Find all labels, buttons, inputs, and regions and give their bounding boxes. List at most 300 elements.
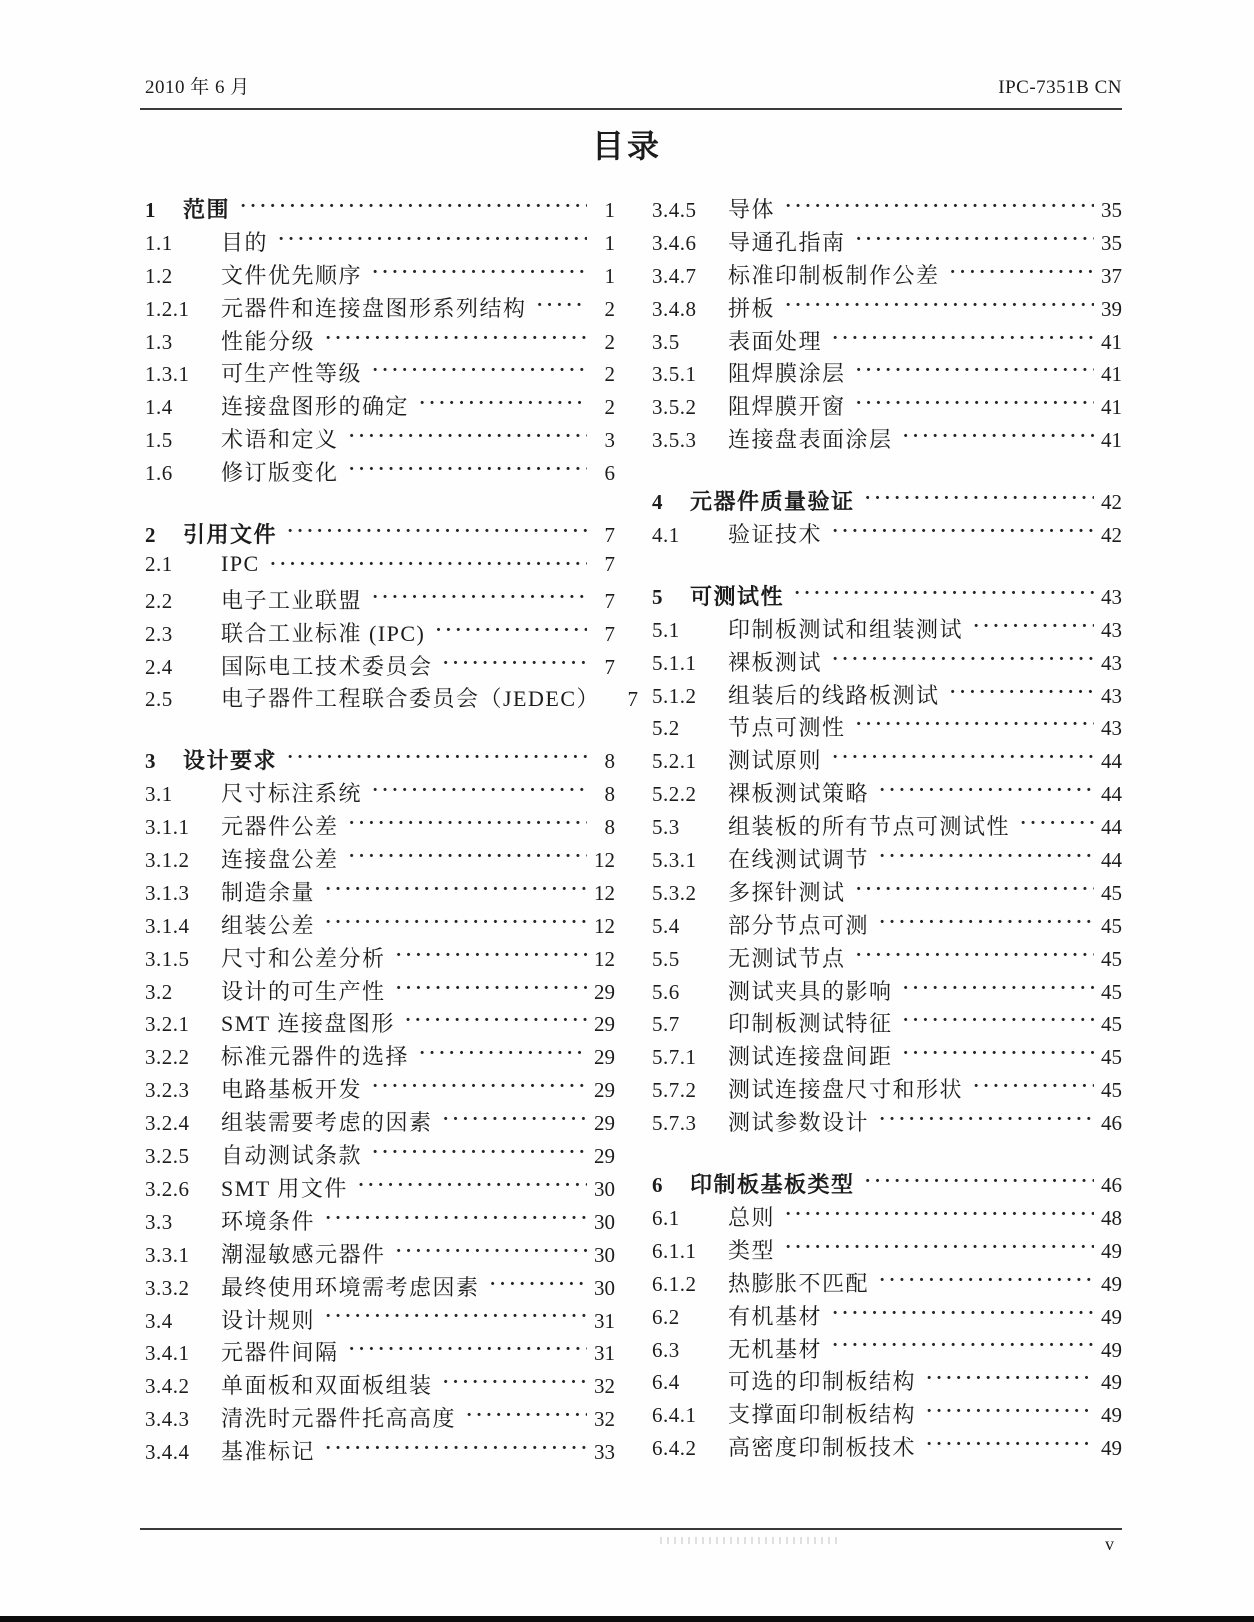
toc-row-page: 2	[604, 395, 615, 420]
toc-row-page: 7	[604, 654, 615, 679]
toc-row	[652, 1040, 1122, 1073]
toc-row	[652, 1333, 1122, 1366]
toc-row-page: 41	[1101, 395, 1122, 420]
toc-row-title: 设计要求	[183, 748, 278, 774]
toc-row-page: 31	[594, 1308, 615, 1333]
toc-leader-dots	[405, 1011, 587, 1030]
toc-row-page: 8	[604, 815, 615, 840]
toc-row-number: 5.6	[652, 979, 680, 1004]
toc-leader-dots	[856, 394, 1094, 413]
toc-row-page: 42	[1101, 490, 1122, 515]
toc-row-title: 有机基材	[728, 1303, 823, 1329]
toc-row	[145, 682, 639, 715]
toc-row-page: 44	[1101, 782, 1122, 807]
toc-row-page: 49	[1101, 1337, 1122, 1362]
toc-row-number: 3.4.5	[652, 198, 697, 222]
toc-row	[145, 584, 615, 617]
toc-row	[652, 485, 1122, 518]
toc-leader-dots	[349, 427, 587, 446]
toc-row-title: 组装需要考虑的因素	[221, 1110, 433, 1136]
toc-row	[652, 357, 1122, 390]
toc-row	[652, 423, 1122, 456]
toc-row-number: 3.2.2	[145, 1045, 190, 1070]
toc-leader-dots	[785, 197, 1094, 216]
toc-leader-dots	[443, 1110, 587, 1129]
toc-row-page: 7	[627, 687, 639, 712]
toc-row-page: 42	[1101, 523, 1122, 548]
toc-row-title: 标准印制板制作公差	[728, 262, 940, 288]
toc-leader-dots	[287, 748, 587, 767]
toc-row-number: 3.4.1	[145, 1341, 190, 1366]
toc-row-number: 3.4.4	[145, 1440, 190, 1465]
toc-row-number: 3.4.2	[145, 1374, 190, 1399]
toc-row-number: 5.7.2	[652, 1078, 697, 1103]
toc-row-title: 无机基材	[728, 1336, 823, 1362]
toc-row-page: 12	[594, 913, 615, 938]
toc-row-title: 元器件间隔	[221, 1340, 339, 1366]
toc-row-number: 3.2.3	[145, 1078, 190, 1103]
toc-row-page: 43	[1101, 683, 1122, 708]
toc-row-page: 1	[604, 198, 615, 222]
toc-row	[145, 1336, 615, 1369]
footer-watermark	[660, 1537, 840, 1544]
toc-row	[652, 1106, 1122, 1139]
toc-leader-dots	[325, 1307, 587, 1326]
toc-row	[652, 580, 1122, 613]
toc-row-page: 35	[1101, 230, 1122, 255]
toc-row-number: 3.5.3	[652, 428, 697, 453]
toc-row-page: 43	[1101, 650, 1122, 675]
toc-row-number: 3	[145, 749, 156, 774]
toc-leader-dots	[325, 880, 587, 899]
toc-row-number: 3.1.3	[145, 880, 190, 905]
toc-leader-dots	[832, 1304, 1094, 1323]
toc-row	[652, 1234, 1122, 1267]
toc-row-title: 电子工业联盟	[221, 587, 363, 613]
toc-row	[145, 942, 615, 975]
toc-row	[652, 226, 1122, 259]
toc-row-title: 制造余量	[221, 879, 316, 905]
toc-row	[145, 456, 615, 489]
toc-row-page: 30	[594, 1176, 615, 1201]
toc-row-page: 37	[1101, 263, 1122, 288]
toc-row-page: 44	[1101, 749, 1122, 774]
toc-section	[652, 485, 1122, 551]
toc-leader-dots	[325, 1439, 587, 1458]
toc-row-number: 3.4.3	[145, 1407, 190, 1432]
toc-row-number: 6.1.2	[652, 1271, 697, 1296]
toc-row-number: 6.4.2	[652, 1436, 697, 1461]
toc-row-number: 1.1	[145, 230, 173, 255]
toc-row-number: 5.4	[652, 913, 680, 938]
toc-leader-dots	[372, 588, 587, 607]
toc-row-page: 44	[1101, 815, 1122, 840]
toc-row-page: 49	[1101, 1370, 1122, 1395]
toc-row-title: 可选的印制板结构	[728, 1369, 917, 1395]
toc-row	[145, 843, 615, 876]
toc-row	[652, 518, 1122, 551]
toc-row-title: 无测试节点	[728, 945, 846, 971]
toc-row-page: 45	[1101, 946, 1122, 971]
toc-row-title: 测试参数设计	[728, 1110, 870, 1136]
toc-row-title: 部分节点可测	[728, 912, 870, 938]
toc-row-title: 电路基板开发	[221, 1077, 363, 1103]
toc-row	[652, 679, 1122, 712]
toc-row-page: 32	[594, 1374, 615, 1399]
toc-row-title: 元器件和连接盘图形系列结构	[221, 295, 527, 321]
toc-row	[652, 711, 1122, 744]
toc-row-title: 环境条件	[221, 1208, 316, 1234]
toc-leader-dots	[349, 847, 587, 866]
toc-row-number: 3.5	[652, 329, 680, 354]
toc-row-title: 标准元器件的选择	[221, 1044, 410, 1070]
toc-row-title: 拼板	[728, 295, 776, 321]
toc-row-number: 4	[652, 490, 663, 515]
toc-row	[652, 1267, 1122, 1300]
toc-row	[652, 1168, 1122, 1201]
toc-leader-dots	[435, 621, 587, 640]
toc-row	[145, 744, 615, 777]
toc-row-page: 1	[604, 263, 615, 288]
toc-row-title: SMT 用文件	[221, 1175, 348, 1201]
toc-row-title: 在线测试调节	[728, 847, 870, 873]
toc-leader-dots	[396, 1242, 587, 1261]
toc-leader-dots	[879, 1271, 1094, 1290]
toc-row-number: 3.2	[145, 979, 173, 1004]
toc-leader-dots	[349, 814, 587, 833]
toc-leader-dots	[785, 1238, 1094, 1257]
toc-row-page: 2	[604, 362, 615, 387]
toc-row-page: 39	[1101, 296, 1122, 321]
toc-row-page: 3	[604, 428, 615, 453]
toc-row-page: 48	[1101, 1205, 1122, 1230]
toc-row-page: 43	[1101, 716, 1122, 741]
toc-row-page: 7	[604, 588, 615, 613]
toc-leader-dots	[926, 1402, 1094, 1421]
toc-leader-dots	[879, 913, 1094, 932]
toc-row-number: 2	[145, 523, 156, 548]
toc-row-title: 类型	[728, 1237, 776, 1263]
toc-leader-dots	[950, 263, 1094, 282]
page-header	[145, 72, 1122, 99]
toc-row	[145, 876, 615, 909]
toc-leader-dots	[832, 1336, 1094, 1355]
toc-row-page: 29	[594, 1111, 615, 1136]
toc-row	[652, 390, 1122, 423]
toc-row-title: 阻焊膜涂层	[728, 361, 846, 387]
toc-row-number: 6.2	[652, 1304, 680, 1329]
toc-leader-dots	[832, 522, 1094, 541]
toc-leader-dots	[443, 654, 587, 673]
toc-row-number: 5.2.1	[652, 749, 697, 774]
toc-row-title: 设计的可生产性	[221, 978, 386, 1004]
toc-row-page: 6	[604, 461, 615, 486]
toc-row-title: 验证技术	[728, 522, 823, 548]
toc-row-page: 45	[1101, 1078, 1122, 1103]
toc-row-page: 45	[1101, 913, 1122, 938]
toc-row-page: 7	[604, 551, 615, 576]
toc-row	[145, 518, 615, 551]
toc-row-title: 可生产性等级	[221, 361, 363, 387]
toc-row-number: 2.1	[145, 551, 173, 576]
toc-row-page: 32	[594, 1407, 615, 1432]
toc-row	[652, 1201, 1122, 1234]
toc-row-page: 41	[1101, 428, 1122, 453]
toc-row-title: 目的	[221, 229, 269, 255]
toc-row	[652, 613, 1122, 646]
toc-row-number: 6.1	[652, 1205, 680, 1230]
toc-row-page: 31	[594, 1341, 615, 1366]
toc-row-page: 12	[594, 880, 615, 905]
footer-page-number: v	[1105, 1534, 1114, 1554]
toc-row-page: 49	[1101, 1238, 1122, 1263]
toc-row	[145, 1304, 615, 1337]
toc-row-page: 43	[1101, 617, 1122, 642]
toc-row-title: 热膨胀不匹配	[728, 1270, 870, 1296]
toc-leader-dots	[903, 1044, 1094, 1063]
toc-row-title: 阻焊膜开窗	[728, 394, 846, 420]
toc-leader-dots	[856, 230, 1094, 249]
toc-leader-dots	[325, 329, 587, 348]
header-date: 2010 年 6 月	[145, 77, 250, 98]
toc-row-title: 组装板的所有节点可测试性	[728, 814, 1011, 840]
toc-column-right	[652, 193, 1122, 1497]
toc-row-number: 5.1.2	[652, 683, 697, 708]
toc-row-number: 1.4	[145, 395, 173, 420]
toc-row-title: 单面板和双面板组装	[221, 1373, 433, 1399]
toc-row-number: 2.2	[145, 588, 173, 613]
toc-row-number: 3.2.5	[145, 1144, 190, 1169]
toc-leader-dots	[926, 1435, 1094, 1454]
toc-row-page: 49	[1101, 1304, 1122, 1329]
toc-row-page: 45	[1101, 1045, 1122, 1070]
toc-leader-dots	[973, 1077, 1094, 1096]
toc-row-page: 29	[594, 1144, 615, 1169]
toc-row	[145, 777, 615, 810]
toc-row	[145, 357, 615, 390]
toc-row-number: 4.1	[652, 523, 680, 548]
toc-row-title: 术语和定义	[221, 427, 339, 453]
toc-row	[652, 325, 1122, 358]
toc-leader-dots	[325, 1209, 587, 1228]
header-rule	[140, 108, 1122, 110]
toc-row	[652, 1431, 1122, 1464]
footer-rule	[140, 1528, 1122, 1530]
toc-section	[145, 744, 615, 1468]
toc-row-page: 44	[1101, 848, 1122, 873]
toc-leader-dots	[879, 781, 1094, 800]
toc-leader-dots	[865, 1172, 1094, 1191]
toc-row-title: 高密度印制板技术	[728, 1435, 917, 1461]
toc-row-title: 表面处理	[728, 328, 823, 354]
toc-row	[145, 1238, 615, 1271]
toc-row	[145, 423, 615, 456]
toc-row-title: 国际电工技术委员会	[221, 653, 433, 679]
toc-row-title: 印制板测试和组装测试	[728, 616, 964, 642]
toc-leader-dots	[903, 427, 1094, 446]
toc-row-title: 测试连接盘尺寸和形状	[728, 1077, 964, 1103]
toc-leader-dots	[419, 1044, 587, 1063]
toc-row-title: 总则	[728, 1204, 776, 1230]
toc-section	[652, 1168, 1122, 1464]
toc-row-number: 3.1	[145, 782, 173, 807]
toc-row-page: 7	[604, 621, 615, 646]
toc-row-number: 3.5.2	[652, 395, 697, 420]
toc-row	[145, 390, 615, 423]
toc-row-number: 3.2.4	[145, 1111, 190, 1136]
toc-row-page: 45	[1101, 979, 1122, 1004]
toc-row-title: 连接盘图形的确定	[221, 394, 410, 420]
toc-row-title: 印制板测试特征	[728, 1011, 893, 1037]
toc-row-page: 2	[604, 329, 615, 354]
toc-row-number: 6.1.1	[652, 1238, 697, 1263]
toc-row	[652, 292, 1122, 325]
toc-row-number: 3.4.8	[652, 296, 697, 321]
toc-leader-dots	[1020, 814, 1094, 833]
toc-row-title: 范围	[183, 197, 231, 222]
page-title: 目录	[591, 128, 662, 164]
toc-row-number: 5.3	[652, 815, 680, 840]
toc-row	[652, 843, 1122, 876]
header-doc-id: IPC-7351B CN	[998, 77, 1122, 98]
toc-row	[145, 1172, 615, 1205]
toc-row-page: 46	[1101, 1111, 1122, 1136]
toc-row-number: 1	[145, 198, 156, 222]
toc-row-page: 49	[1101, 1271, 1122, 1296]
toc-leader-dots	[349, 1340, 587, 1359]
toc-row-title: 潮湿敏感元器件	[221, 1241, 386, 1267]
toc-leader-dots	[372, 1077, 587, 1096]
toc-leader-dots	[270, 555, 587, 574]
toc-leader-dots	[832, 650, 1094, 669]
toc-leader-dots	[903, 1011, 1094, 1030]
toc-row-number: 5.5	[652, 946, 680, 971]
toc-section	[652, 193, 1122, 456]
toc-row-page: 30	[594, 1242, 615, 1267]
toc-row	[652, 876, 1122, 909]
toc-row-number: 3.1.1	[145, 815, 190, 840]
toc-row-page: 45	[1101, 880, 1122, 905]
toc-row-page: 2	[604, 296, 615, 321]
toc-row-title: 裸板测试策略	[728, 781, 870, 807]
toc-leader-dots	[325, 913, 587, 932]
toc-leader-dots	[856, 361, 1094, 380]
toc-leader-dots	[856, 880, 1094, 899]
toc-row	[652, 744, 1122, 777]
toc-row-number: 5.7.1	[652, 1045, 697, 1070]
toc-row-page: 43	[1101, 584, 1122, 609]
toc-row	[145, 292, 615, 325]
toc-leader-dots	[396, 946, 587, 965]
toc-row-page: 41	[1101, 329, 1122, 354]
toc-row	[145, 1369, 615, 1402]
toc-leader-dots	[240, 197, 587, 216]
toc-row-number: 6.3	[652, 1337, 680, 1362]
toc-row-number: 1.5	[145, 428, 173, 453]
toc-row	[145, 909, 615, 942]
toc-leader-dots	[349, 460, 587, 479]
toc-row	[145, 1106, 615, 1139]
toc-row-number: 3.1.5	[145, 946, 190, 971]
toc-row-page: 29	[594, 1045, 615, 1070]
toc-row-number: 3.4	[145, 1308, 173, 1333]
toc-row-page: 7	[604, 523, 615, 548]
toc-row-number: 3.1.4	[145, 913, 190, 938]
toc-row-page: 12	[594, 946, 615, 971]
toc-leader-dots	[785, 296, 1094, 315]
toc-row-number: 1.2	[145, 263, 173, 288]
toc-row-title: 电子器件工程联合委员会（JEDEC）	[221, 686, 601, 712]
toc-row	[145, 810, 615, 843]
toc-row-page: 35	[1101, 198, 1122, 222]
toc-leader-dots	[372, 781, 587, 800]
toc-row-title: 元器件质量验证	[690, 489, 855, 515]
toc-row-page: 29	[594, 1012, 615, 1037]
toc-row-number: 1.3	[145, 329, 173, 354]
toc-row-title: 尺寸标注系统	[221, 781, 363, 807]
toc-row-title: 组装公差	[221, 912, 316, 938]
toc-row-number: 6.4.1	[652, 1403, 697, 1428]
toc-row-title: 自动测试条款	[221, 1143, 363, 1169]
toc-row-page: 29	[594, 1078, 615, 1103]
toc-row	[145, 1007, 615, 1040]
toc-column-left	[145, 193, 639, 1497]
toc-row	[145, 975, 615, 1008]
toc-row	[652, 1073, 1122, 1106]
toc-row	[652, 975, 1122, 1008]
toc-row-page: 30	[594, 1209, 615, 1234]
toc-row-number: 3.3	[145, 1209, 173, 1234]
toc-row-title: 测试连接盘间距	[728, 1044, 893, 1070]
toc-row-number: 5.3.2	[652, 880, 697, 905]
toc-leader-dots	[785, 1205, 1094, 1224]
toc-leader-dots	[926, 1369, 1094, 1388]
toc-leader-dots	[537, 296, 587, 315]
toc-leader-dots	[490, 1275, 587, 1294]
toc-row	[652, 810, 1122, 843]
toc-leader-dots	[419, 394, 587, 413]
toc-row-title: 导体	[728, 197, 776, 222]
toc-row	[145, 1435, 615, 1468]
toc-row-title: 组装后的线路板测试	[728, 682, 940, 708]
toc-row	[145, 551, 615, 584]
toc-row	[652, 646, 1122, 679]
toc-leader-dots	[443, 1373, 587, 1392]
toc-row-page: 1	[604, 230, 615, 255]
toc-leader-dots	[287, 522, 587, 541]
toc-row	[145, 226, 615, 259]
toc-section	[652, 580, 1122, 1139]
toc-leader-dots	[278, 230, 587, 249]
toc-row-number: 3.3.2	[145, 1275, 190, 1300]
scan-edge-artifact	[0, 1616, 1254, 1622]
toc-row-page: 41	[1101, 362, 1122, 387]
toc-leader-dots	[973, 617, 1094, 636]
toc-row-page: 45	[1101, 1012, 1122, 1037]
toc-row-page: 33	[594, 1440, 615, 1465]
toc-columns	[145, 193, 1122, 1497]
toc-row-title: 修订版变化	[221, 460, 339, 486]
toc-row-title: 设计规则	[221, 1307, 316, 1333]
toc-row-number: 2.4	[145, 654, 173, 679]
toc-row	[145, 617, 615, 650]
toc-row-number: 5.2.2	[652, 782, 697, 807]
toc-row-title: 印制板基板类型	[690, 1172, 855, 1198]
toc-leader-dots	[856, 946, 1094, 965]
toc-row	[652, 942, 1122, 975]
toc-row	[652, 1365, 1122, 1398]
toc-row-title: 最终使用环境需考虑因素	[221, 1274, 480, 1300]
